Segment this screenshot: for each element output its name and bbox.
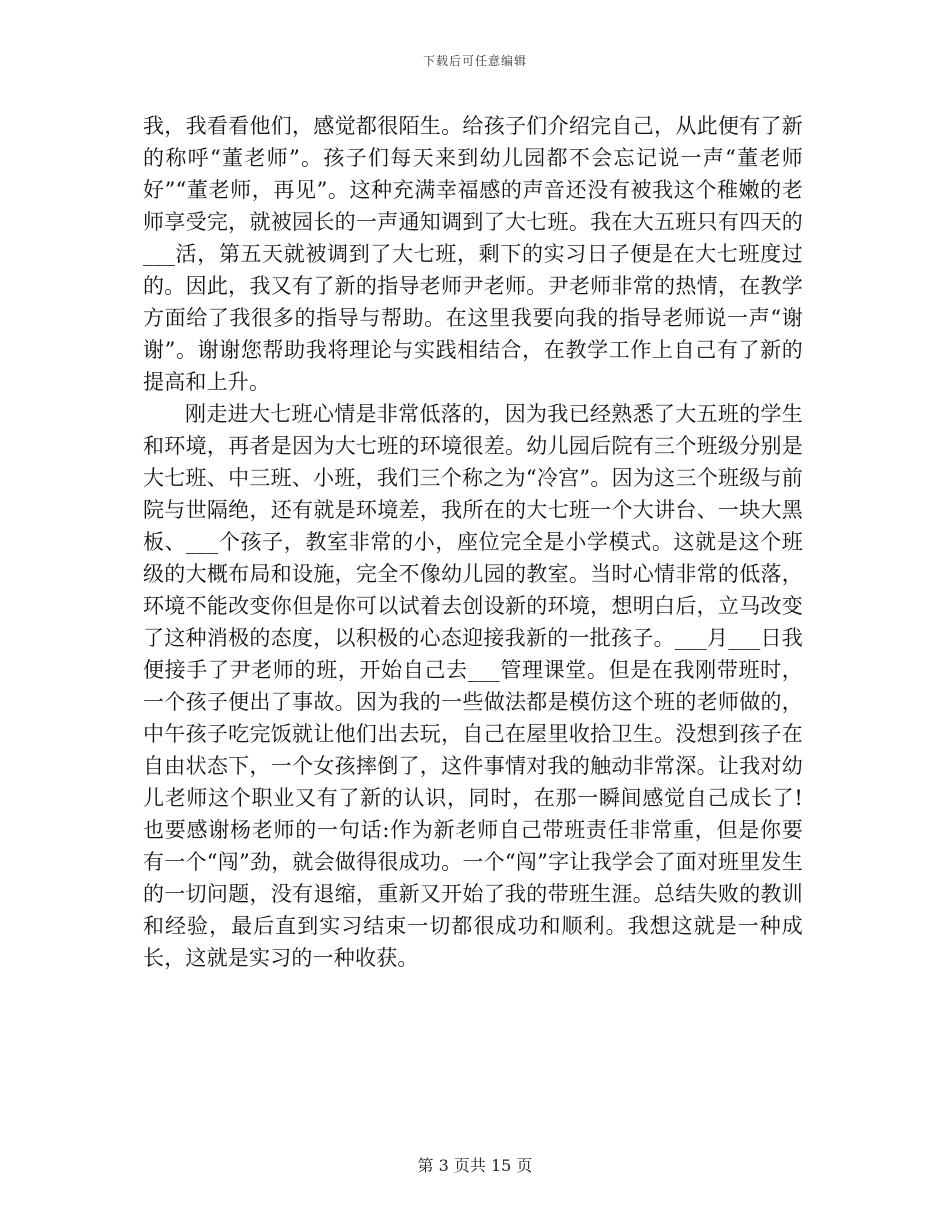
page-number: 第 3 页共 15 页 (417, 1156, 533, 1175)
paragraph-1: 我，我看看他们，感觉都很陌生。给孩子们介绍完自己，从此便有了新的称呼“董老师”。孩子们每天来到幼儿园都不会忘记说一声“董老师好”“董老师，再见”。这种充满幸福感的声音还没有被我这个稚嫩的老师享受完，就被园长的一声通知调到了大七班。我在大五班只有四天的___活，第五天就被调到了大七班，剩下的实习日子便是在大七班度过的。因此，我又有了新的指导老师尹老师。尹老师非常的热情，在教学方面给了我很多的指导与帮助。在这里我要向我的指导老师说一声“谢谢”。谢谢您帮助我将理论与实践相结合，在教学工作上自己有了新的提高和上升。 (143, 114, 803, 394)
page-header: 下载后可任意编辑 (422, 54, 527, 68)
document-body (143, 110, 803, 974)
paragraph-2: 刚走进大七班心情是非常低落的，因为我已经熟悉了大五班的学生和环境，再者是因为大七班的环境很差。幼儿园后院有三个班级分别是大七班、中三班、小班，我们三个称之为“冷宫”。因为这三个班级与前院与世隔绝，还有就是环境差，我所在的大七班一个大讲台、一块大黑板、___个孩子，教室非常的小，座位完全是小学模式。这就是这个班级的大概布局和设施，完全不像幼儿园的教室。当时心情非常的低落，环境不能改变你但是你可以试着去创设新的环境，想明白后，立马改变了这种消极的态度，以积极的心态迎接我新的一批孩子。___月___日我便接手了尹老师的班，开始自己去___管理课堂。但是在我刚带班时，一个孩子便出了事故。因为我的一些做法都是模仿这个班的老师做的，中午孩子吃完饭就让他们出去玩，自己在屋里收拾卫生。没想到孩子在自由状态下，一个女孩摔倒了，这件事情对我的触动非常深。让我对幼儿老师这个职业又有了新的认识，同时，在那一瞬间感觉自己成长了!也要感谢杨老师的一句话:作为新老师自己带班责任非常重，但是你要有一个“闯”劲，就会做得很成功。一个“闯”字让我学会了面对班里发生的一切问题，没有退缩，重新又开始了我的带班生涯。总结失败的教训和经验，最后直到实习结束一切都很成功和顺利。我想这就是一种成长，这就是实习的一种收获。 (143, 402, 803, 970)
